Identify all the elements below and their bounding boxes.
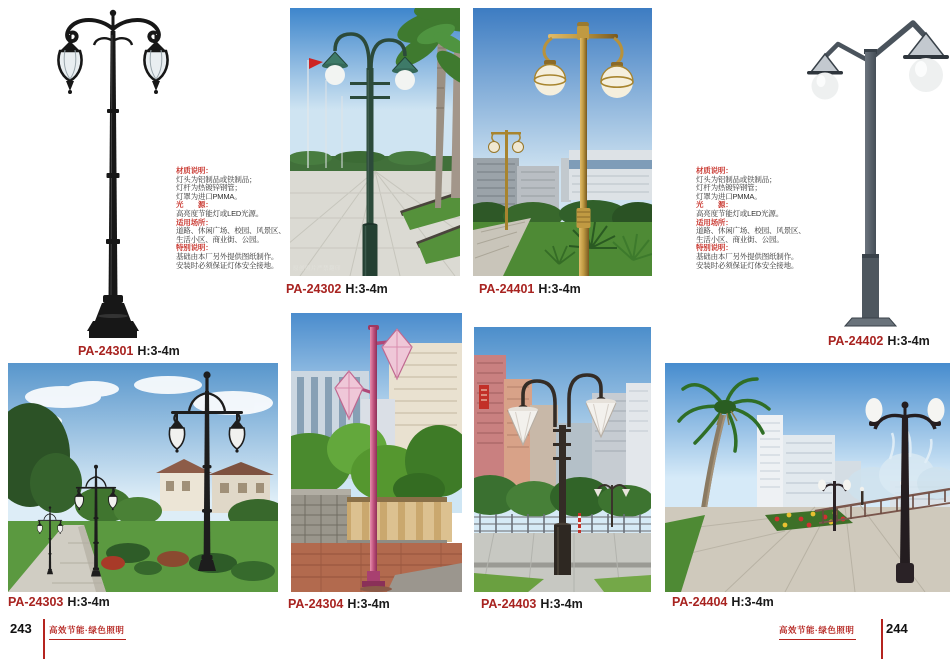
model-height: H:3-4m	[540, 597, 583, 611]
footer-tagline-right: 高效节能·绿色照明	[779, 624, 856, 640]
model-number: PA-24302	[286, 282, 342, 296]
spec-heading: 适用场所：	[176, 217, 213, 227]
spec-line: 灯头为铝制品或铁制品；	[696, 174, 777, 184]
model-number: PA-24402	[828, 334, 884, 348]
model-height: H:3-4m	[67, 595, 110, 609]
spec-line: 灯头为铝制品或铁制品；	[176, 174, 257, 184]
spec-line: 生活小区、商业街、公园。	[696, 234, 784, 244]
product-photo-pa24304	[291, 313, 462, 592]
product-label-pa24302	[286, 282, 388, 296]
product-label-pa24402	[828, 334, 930, 348]
spec-heading: 适用场所：	[696, 217, 733, 227]
spec-line: 基础由本厂另外提供图纸制作。	[696, 251, 799, 261]
spec-heading: 材质说明：	[696, 166, 733, 175]
product-label-pa24401	[479, 282, 581, 296]
model-number: PA-24304	[288, 597, 344, 611]
footer-tagline-left: 高效节能·绿色照明	[49, 624, 126, 640]
product-label-pa24403	[481, 597, 583, 611]
spec-line: 安装时必须保证灯体安全接地。	[696, 260, 799, 270]
spec-heading: 光 源：	[696, 200, 733, 210]
product-photo-pa24403	[474, 327, 651, 592]
product-photo-pa24401	[473, 8, 652, 276]
product-photo-pa24404	[665, 363, 950, 592]
spec-line: 基础由本厂另外提供图纸制作。	[176, 251, 279, 261]
product-label-pa24304	[288, 597, 390, 611]
product-photo-pa24302	[290, 8, 460, 276]
product-photo-pa24303	[8, 363, 278, 592]
spec-heading: 特别说明：	[696, 243, 733, 253]
photo-watermark: 原创照片严禁翻印	[293, 266, 342, 272]
model-number: PA-24401	[479, 282, 535, 296]
spec-heading: 材质说明：	[176, 166, 213, 175]
model-number: PA-24301	[78, 344, 134, 358]
fountain-scene	[291, 313, 462, 592]
spec-heading: 光 源：	[176, 200, 213, 210]
model-number: PA-24403	[481, 597, 537, 611]
spec-line: 灯杆为热镀锌钢管；	[176, 183, 242, 193]
lamp-base	[87, 295, 139, 338]
product-label-pa24303	[8, 595, 110, 609]
waterfront-scene	[665, 363, 950, 592]
lamp-pole	[106, 31, 120, 301]
product-label-pa24301	[78, 344, 180, 358]
footer-divider-left	[43, 619, 45, 659]
campus-scene	[473, 8, 652, 276]
spec-note-right	[696, 167, 816, 270]
model-height: H:3-4m	[345, 282, 388, 296]
street-scene	[8, 363, 278, 592]
model-height: H:3-4m	[347, 597, 390, 611]
spec-line: 高亮度节能灯或LED光源。	[696, 208, 783, 218]
model-height: H:3-4m	[137, 344, 180, 358]
spec-line: 高亮度节能灯或LED光源。	[176, 208, 263, 218]
left-lamp-head	[807, 54, 843, 100]
spec-line: 灯杆为热镀锌钢管；	[696, 183, 762, 193]
model-number: PA-24404	[672, 595, 728, 609]
plaza-scene	[290, 8, 460, 276]
spec-line: 灯罩为进口PMMA。	[696, 191, 762, 201]
right-lamp-head	[903, 33, 949, 92]
model-height: H:3-4m	[731, 595, 774, 609]
model-number: PA-24303	[8, 595, 64, 609]
spec-line: 道路、休闲广场、校园、风景区、	[696, 226, 806, 236]
model-height: H:3-4m	[887, 334, 930, 348]
spec-line: 安装时必须保证灯体安全接地。	[176, 260, 279, 270]
spec-heading: 特别说明：	[176, 243, 213, 253]
spec-line: 道路、休闲广场、校园、风景区、	[176, 226, 286, 236]
page-number-left: 243	[10, 621, 32, 636]
page-number-right: 244	[886, 621, 908, 636]
spec-line: 生活小区、商业街、公园。	[176, 234, 264, 244]
footer-divider-right	[881, 619, 883, 659]
model-height: H:3-4m	[538, 282, 581, 296]
city-scene	[474, 327, 651, 592]
spec-line: 灯罩为进口PMMA。	[176, 191, 242, 201]
spec-note-left	[176, 167, 296, 270]
product-label-pa24404	[672, 595, 774, 609]
lamp-pole	[845, 49, 896, 326]
